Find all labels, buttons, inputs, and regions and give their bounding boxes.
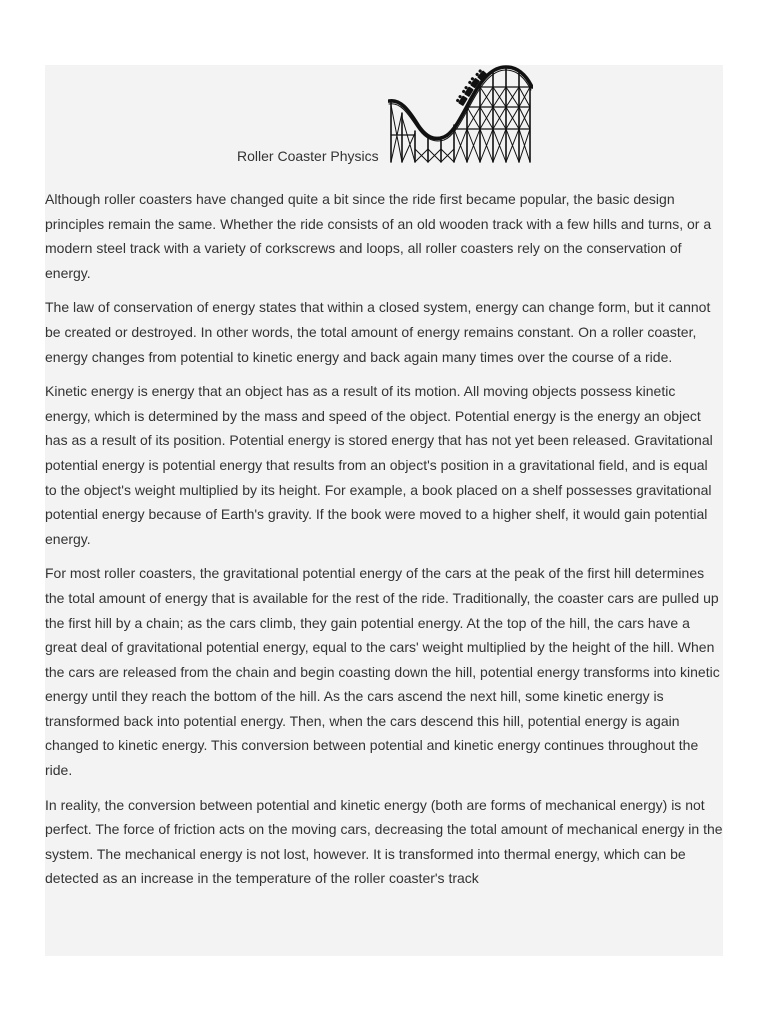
document-header [45,65,723,170]
page-title: Roller Coaster Physics [237,148,379,164]
roller-coaster-icon [388,65,533,165]
paragraph-kinetic-potential: Kinetic energy is energy that an object has as a result of its motion. All moving objects possess kinetic energy, which is determined by the mass and speed of the object. Potential energy is the energy an object has as a result of its position. Potential energy is stored energy that has not yet been released. Gravitational potential energy is potential energy that results from an object's position in a gravitational field, and is equal to the object's weight multiplied by its height. For example, a book placed on a shelf possesses gravitational potential energy because of Earth's gravity. If the book were moved to a higher shelf, it would gain potential energy. [45,383,713,547]
paragraph-friction: In reality, the conversion between potential and kinetic energy (both are forms of mechanical energy) is not perfect. The force of friction acts on the moving cars, decreasing the total amount of mechanical energy in the system. The mechanical energy is not lost, however. It is transformed into thermal energy, which can be detected as an increase in the temperature of the roller coaster's track [45,796,723,887]
document-page [45,65,723,956]
paragraph-conservation-law: The law of conservation of energy states that within a closed system, energy can change form, but it cannot be created or destroyed. In other words, the total amount of energy remains constant. On a roller coaster, energy changes from potential to kinetic energy and back again many times over the course of a ride. [45,299,711,365]
document-body [45,187,723,901]
paragraph-intro: Although roller coasters have changed quite a bit since the ride first became popular, the basic design principles remain the same. Whether the ride consists of an old wooden track with a few hills and turns, or a modern steel track with a variety of corkscrews and loops, all roller coasters rely on the conservation of energy. [45,191,712,281]
paragraph-first-hill: For most roller coasters, the gravitational potential energy of the cars at the peak of the first hill determines the total amount of energy that is available for the rest of the ride. Traditionally, the coaster cars are pulled up the first hill by a chain; as the cars climb, they gain potential energy. At the top of the hill, the cars have a great deal of gravitational potential energy, equal to the cars' weight multiplied by the height of the hill. When the cars are released from the chain and begin coasting down the hill, potential energy transforms into kinetic energy until they reach the bottom of the hill. As the cars ascend the next hill, some kinetic energy is transformed back into potential energy. Then, when the cars descend this hill, potential energy is again changed to kinetic energy. This conversion between potential and kinetic energy continues throughout the ride. [45,565,720,779]
